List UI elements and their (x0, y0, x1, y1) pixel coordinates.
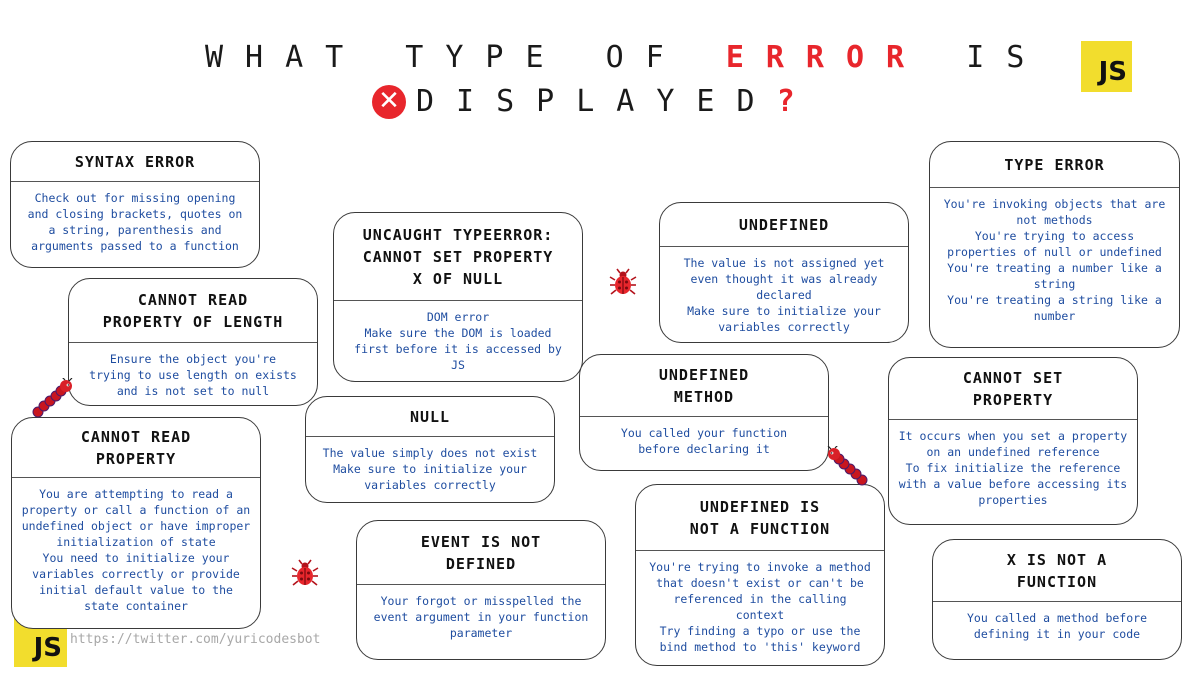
card-syntax-error (10, 141, 260, 268)
card-undefined (659, 202, 909, 343)
card-description: You're trying to invoke a method that doesn't exist or can't be referenced in the calling context Try finding a typo or use the bind method to 'this' keyword (649, 560, 871, 654)
card-title: X IS NOT A FUNCTION (933, 540, 1181, 602)
card-title: UNDEFINED IS NOT A FUNCTION (636, 485, 884, 551)
card-title: UNDEFINED METHOD (580, 355, 828, 417)
card-undefined-method (579, 354, 829, 471)
card-description: DOM error Make sure the DOM is loaded first before it is accessed by JS (354, 310, 562, 372)
ladybug-icon (609, 268, 637, 298)
card-title: CANNOT READ PROPERTY (12, 418, 260, 478)
x-circle-icon: ✕ (372, 85, 406, 119)
card-undefined-not-function (635, 484, 885, 666)
caterpillar-icon (826, 446, 870, 488)
card-title: SYNTAX ERROR (11, 142, 259, 182)
card-description: You're invoking objects that are not methods You're trying to access properties of null or undefined You're treating a number like a string You're treating a string like a number (943, 197, 1166, 323)
card-title: NULL (306, 397, 554, 437)
title-question-mark: ? (776, 84, 817, 119)
caterpillar-icon (30, 378, 74, 420)
card-description: It occurs when you set a property on an undefined reference To fix initialize the reference with a value before accessing its properties (898, 429, 1128, 507)
card-title: TYPE ERROR (930, 142, 1179, 188)
card-cannot-read-length (68, 278, 318, 406)
js-logo-top (1081, 41, 1132, 92)
card-description: You called a method before defining it in your code (966, 611, 1147, 641)
card-description: You are attempting to read a property or call a function of an undefined object or have improper initialization of state You need to initialize your variables correctly or provide initial default value to the state container (21, 487, 251, 613)
card-uncaught-typeerror (333, 212, 583, 382)
js-logo-text: JS (33, 633, 62, 663)
card-title: UNCAUGHT TYPEERROR: CANNOT SET PROPERTY X OF NULL (334, 213, 582, 301)
title-error-word: ERROR (725, 40, 927, 75)
title-part-1: WHAT TYPE OF (205, 40, 686, 75)
main-title-line-2 (372, 84, 1200, 119)
card-description: Ensure the object you're trying to use length on exists and is not set to null (89, 352, 297, 398)
card-cannot-set-property (888, 357, 1138, 525)
footer-url: https://twitter.com/yuricodesbot (70, 632, 321, 647)
ladybug-icon (291, 559, 319, 589)
card-title: UNDEFINED (660, 203, 908, 247)
card-description: Check out for missing opening and closing brackets, quotes on a string, parenthesis and arguments passed to a function (27, 191, 243, 253)
card-type-error (929, 141, 1180, 348)
card-title: CANNOT READ PROPERTY OF LENGTH (69, 279, 317, 343)
card-cannot-read-property (11, 417, 261, 629)
card-description: The value simply does not exist Make sure to initialize your variables correctly (322, 446, 538, 492)
card-description: Your forgot or misspelled the event argument in your function parameter (373, 594, 589, 640)
card-description: You called your function before declaring it (620, 426, 788, 456)
card-title: CANNOT SET PROPERTY (889, 358, 1137, 420)
card-x-not-function (932, 539, 1182, 660)
card-event-not-defined (356, 520, 606, 660)
title-part-2: IS (966, 40, 1047, 75)
card-description: The value is not assigned yet even thought it was already declared Make sure to initialize your variables correctly (683, 256, 885, 334)
main-title-line-1 (205, 40, 1200, 75)
js-logo-text: JS (1098, 57, 1127, 87)
card-null (305, 396, 555, 503)
title-displayed: DISPLAYED (416, 84, 777, 119)
card-title: EVENT IS NOT DEFINED (357, 521, 605, 585)
